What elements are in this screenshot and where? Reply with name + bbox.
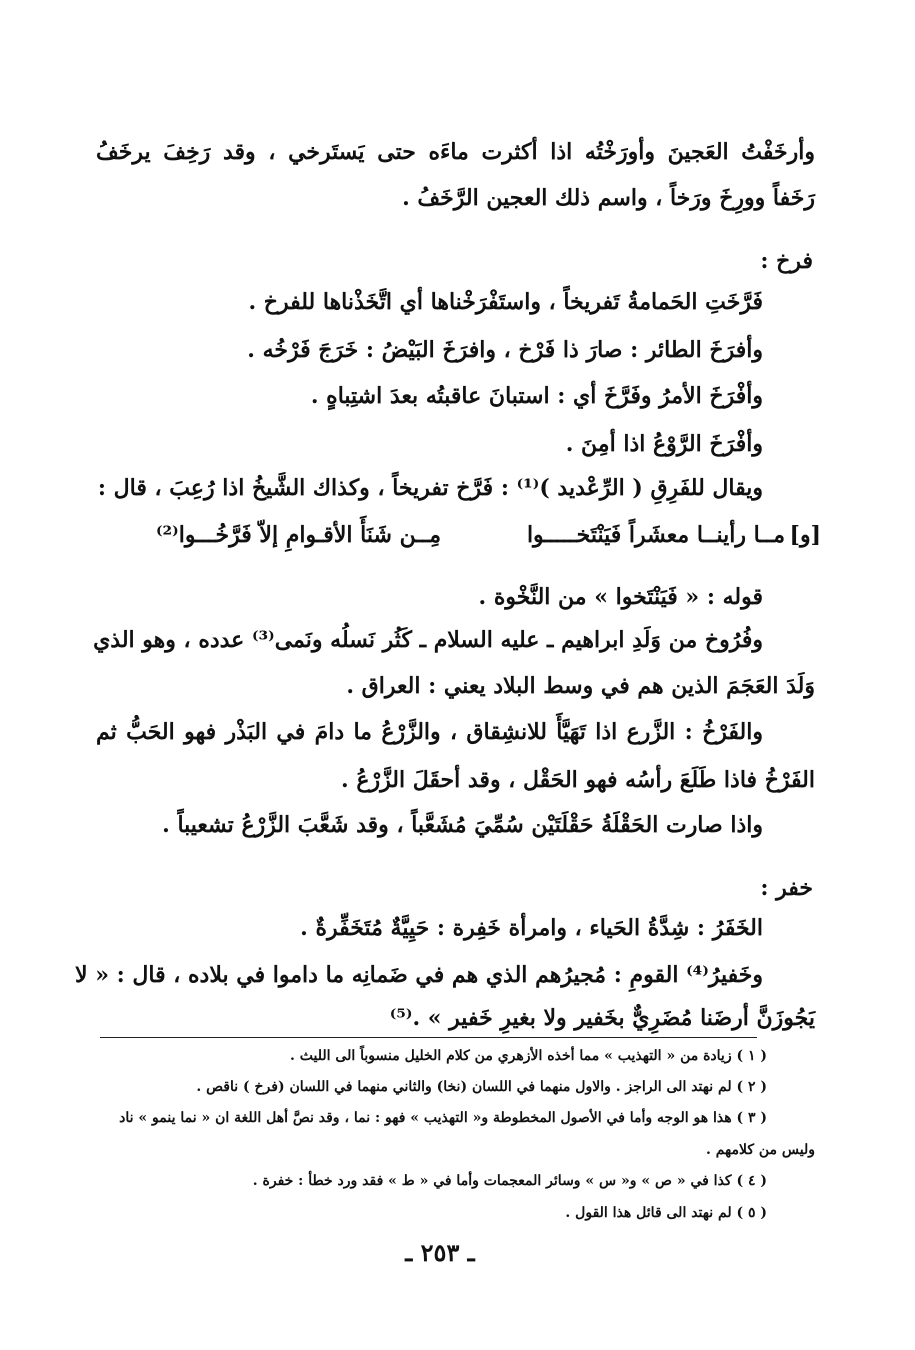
text-line: ويقال للفَرِقِ ( الرِّعْديد )⁽¹⁾ : فَرَّخ تفريخاً ، وكذاك الشَّيخُ اذا رُعِبَ ، قال :: [97, 475, 763, 501]
text-line: وخَفيرُ⁽⁴⁾ القومِ : مُجيرُهم الذي هم في ضَمانِه ما داموا في بلاده ، قال : « لا: [75, 962, 763, 988]
text-line: وَلَدَ العَجَمَ الذين هم في وسط البلاد يعني : العراق .: [346, 673, 815, 699]
text-line: واذا صارت الحَقْلَةُ حَقْلَتَيْن سُمِّيَ مُشَعَّباً ، وقد شَعَّبَ الزَّرْعُ تشعيباً .: [162, 812, 763, 838]
text-line: يَجُوزَنَّ أرضَنا مُضَرِيٌّ بخَفير ولا بغيرِ خَفير » .⁽⁵⁾: [389, 1005, 815, 1031]
text-line: رَخَفاً وورِخَ ورَخاً ، واسم ذلك العجين الرَّخَفُ .: [402, 185, 815, 211]
verse-hemistich-first: مــا رأينــا معشَراً فَيَنْتَخـــــوا: [526, 522, 785, 548]
footnote-divider: [100, 1037, 757, 1038]
page-number: ـ ٢٥٣ ـ: [405, 1238, 475, 1267]
footnote: ( ٥ ) لم نهتد الى قائل هذا القول .: [565, 1205, 767, 1221]
text-line: الخَفَرُ : شِدَّةُ الحَياء ، وامرأة خَفِرة : حَيِيَّةٌ مُتَخَفِّرةٌ .: [300, 915, 763, 941]
verse-bracket: [و]: [789, 522, 821, 548]
verse-hemistich-second: مِــن شَنَأَ الأقـوامِ إلاّ فَرَّخُـــوا⁽²⁾: [155, 522, 441, 548]
entry-heading-khafar: خفر :: [760, 875, 813, 901]
poetry-verse: [96, 515, 821, 555]
text-line: وأفرَخَ الطائر : صارَ ذا فَرْخ ، وافرَخَ البَيْضُ : خَرَجَ فَرْخُه .: [247, 337, 763, 363]
footnote: ( ١ ) زيادة من « التهذيب » مما أخذه الأزهري من كلام الخليل منسوباً الى الليث .: [290, 1048, 767, 1064]
text-line: فَرَّخَتِ الحَمامةُ تَفريخاً ، واستَفْرَخْناها أي اتَّخَذْناها للفرخ .: [248, 289, 763, 315]
text-line: وأفْرَخَ الرَّوْعُ اذا أمِنَ .: [565, 431, 763, 457]
entry-heading-farkh: فرخ :: [760, 248, 813, 274]
footnote: ( ٤ ) كذا في « ص » و« س » وسائر المعجمات وأما في « ط » فقد ورد خطأ : خفرة .: [252, 1173, 767, 1189]
text-line: وفُرُوخ من وَلَدِ ابراهيم ـ عليه السلام ـ كَثُر نَسلُه ونَمى⁽³⁾ عدده ، وهو الذي: [93, 627, 763, 653]
footnote: ( ٣ ) هذا هو الوجه وأما في الأصول المخطوطة و« التهذيب » فهو : نما ، وقد نصَّ أهل اللغة ان « نما ينمو » ناد: [119, 1110, 767, 1126]
footnote: ( ٢ ) لم نهتد الى الراجز . والاول منهما في اللسان (نخا) والثاني منهما في اللسان (فرخ ) ناقص .: [196, 1079, 767, 1095]
text-line: وأرخَفْتُ العَجينَ وأورَخْتُه اذا أكثرت ماءَه حتى يَستَرخي ، وقد رَخِفَ يرخَفُ: [96, 139, 815, 165]
text-line: والفَرْخُ : الزَّرع اذا تَهَيَّأَ للانشِقاق ، والزَّرْعُ ما دامَ في البَذْر فهو الحَبُّ ثم: [96, 719, 763, 745]
text-line: قوله : « فَيَنْتَخوا » من النَّخْوة .: [478, 584, 763, 610]
text-line: وأفْرَخَ الأمرُ وفَرَّخَ أي : استبانَ عاقبتُه بعدَ اشتِباهٍ .: [310, 383, 763, 409]
footnote-continuation: وليس من كلامهم .: [705, 1142, 815, 1158]
text-line: الفَرْخُ فاذا طَلَعَ رأسُه فهو الحَقْل ، وقد أحقَلَ الزَّرْعُ .: [341, 767, 815, 793]
